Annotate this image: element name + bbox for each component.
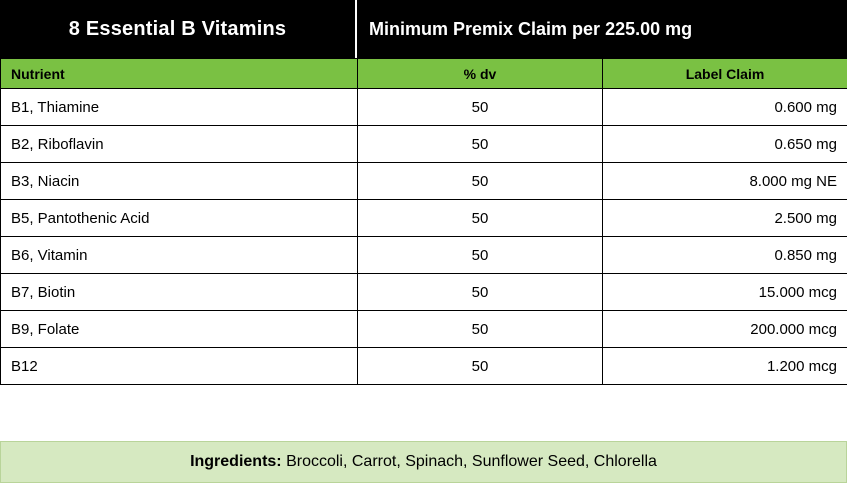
column-header-label-claim: Label Claim: [603, 59, 847, 89]
cell-label-claim: 2.500 mg: [603, 200, 847, 237]
cell-dv: 50: [358, 200, 603, 237]
cell-label-claim: 8.000 mg NE: [603, 163, 847, 200]
table-row: [1, 311, 847, 348]
column-header-nutrient: Nutrient: [1, 59, 358, 89]
cell-nutrient: B9, Folate: [1, 311, 358, 348]
cell-dv: 50: [358, 274, 603, 311]
nutrient-table: [0, 58, 847, 385]
cell-label-claim: 0.850 mg: [603, 237, 847, 274]
cell-nutrient: B6, Vitamin: [1, 237, 358, 274]
cell-nutrient: B5, Pantothenic Acid: [1, 200, 358, 237]
cell-label-claim: 15.000 mcg: [603, 274, 847, 311]
cell-dv: 50: [358, 126, 603, 163]
cell-dv: 50: [358, 163, 603, 200]
table-row: [1, 237, 847, 274]
ingredients-value: Broccoli, Carrot, Spinach, Sunflower Seed, Chlorella: [286, 453, 657, 470]
ingredients-label: Ingredients:: [190, 453, 282, 470]
cell-nutrient: B1, Thiamine: [1, 89, 358, 126]
cell-dv: 50: [358, 311, 603, 348]
cell-nutrient: B7, Biotin: [1, 274, 358, 311]
cell-nutrient: B2, Riboflavin: [1, 126, 358, 163]
cell-label-claim: 0.600 mg: [603, 89, 847, 126]
banner-title-right: Minimum Premix Claim per 225.00 mg: [369, 18, 693, 39]
title-banner: [0, 0, 847, 58]
column-header-dv: % dv: [358, 59, 603, 89]
cell-nutrient: B3, Niacin: [1, 163, 358, 200]
cell-label-claim: 200.000 mcg: [603, 311, 847, 348]
table-row: [1, 200, 847, 237]
table-row: [1, 163, 847, 200]
ingredients-text: [190, 453, 657, 471]
table-row: [1, 89, 847, 126]
table-row: [1, 348, 847, 385]
banner-title-left: 8 Essential B Vitamins: [0, 0, 357, 58]
table-footer-gap: [0, 428, 847, 441]
table-header-row: [1, 59, 847, 89]
cell-dv: 50: [358, 237, 603, 274]
cell-label-claim: 0.650 mg: [603, 126, 847, 163]
table-row: [1, 126, 847, 163]
ingredients-bar: [0, 441, 847, 483]
cell-dv: 50: [358, 89, 603, 126]
cell-dv: 50: [358, 348, 603, 385]
cell-label-claim: 1.200 mcg: [603, 348, 847, 385]
cell-nutrient: B12: [1, 348, 358, 385]
table-row: [1, 274, 847, 311]
